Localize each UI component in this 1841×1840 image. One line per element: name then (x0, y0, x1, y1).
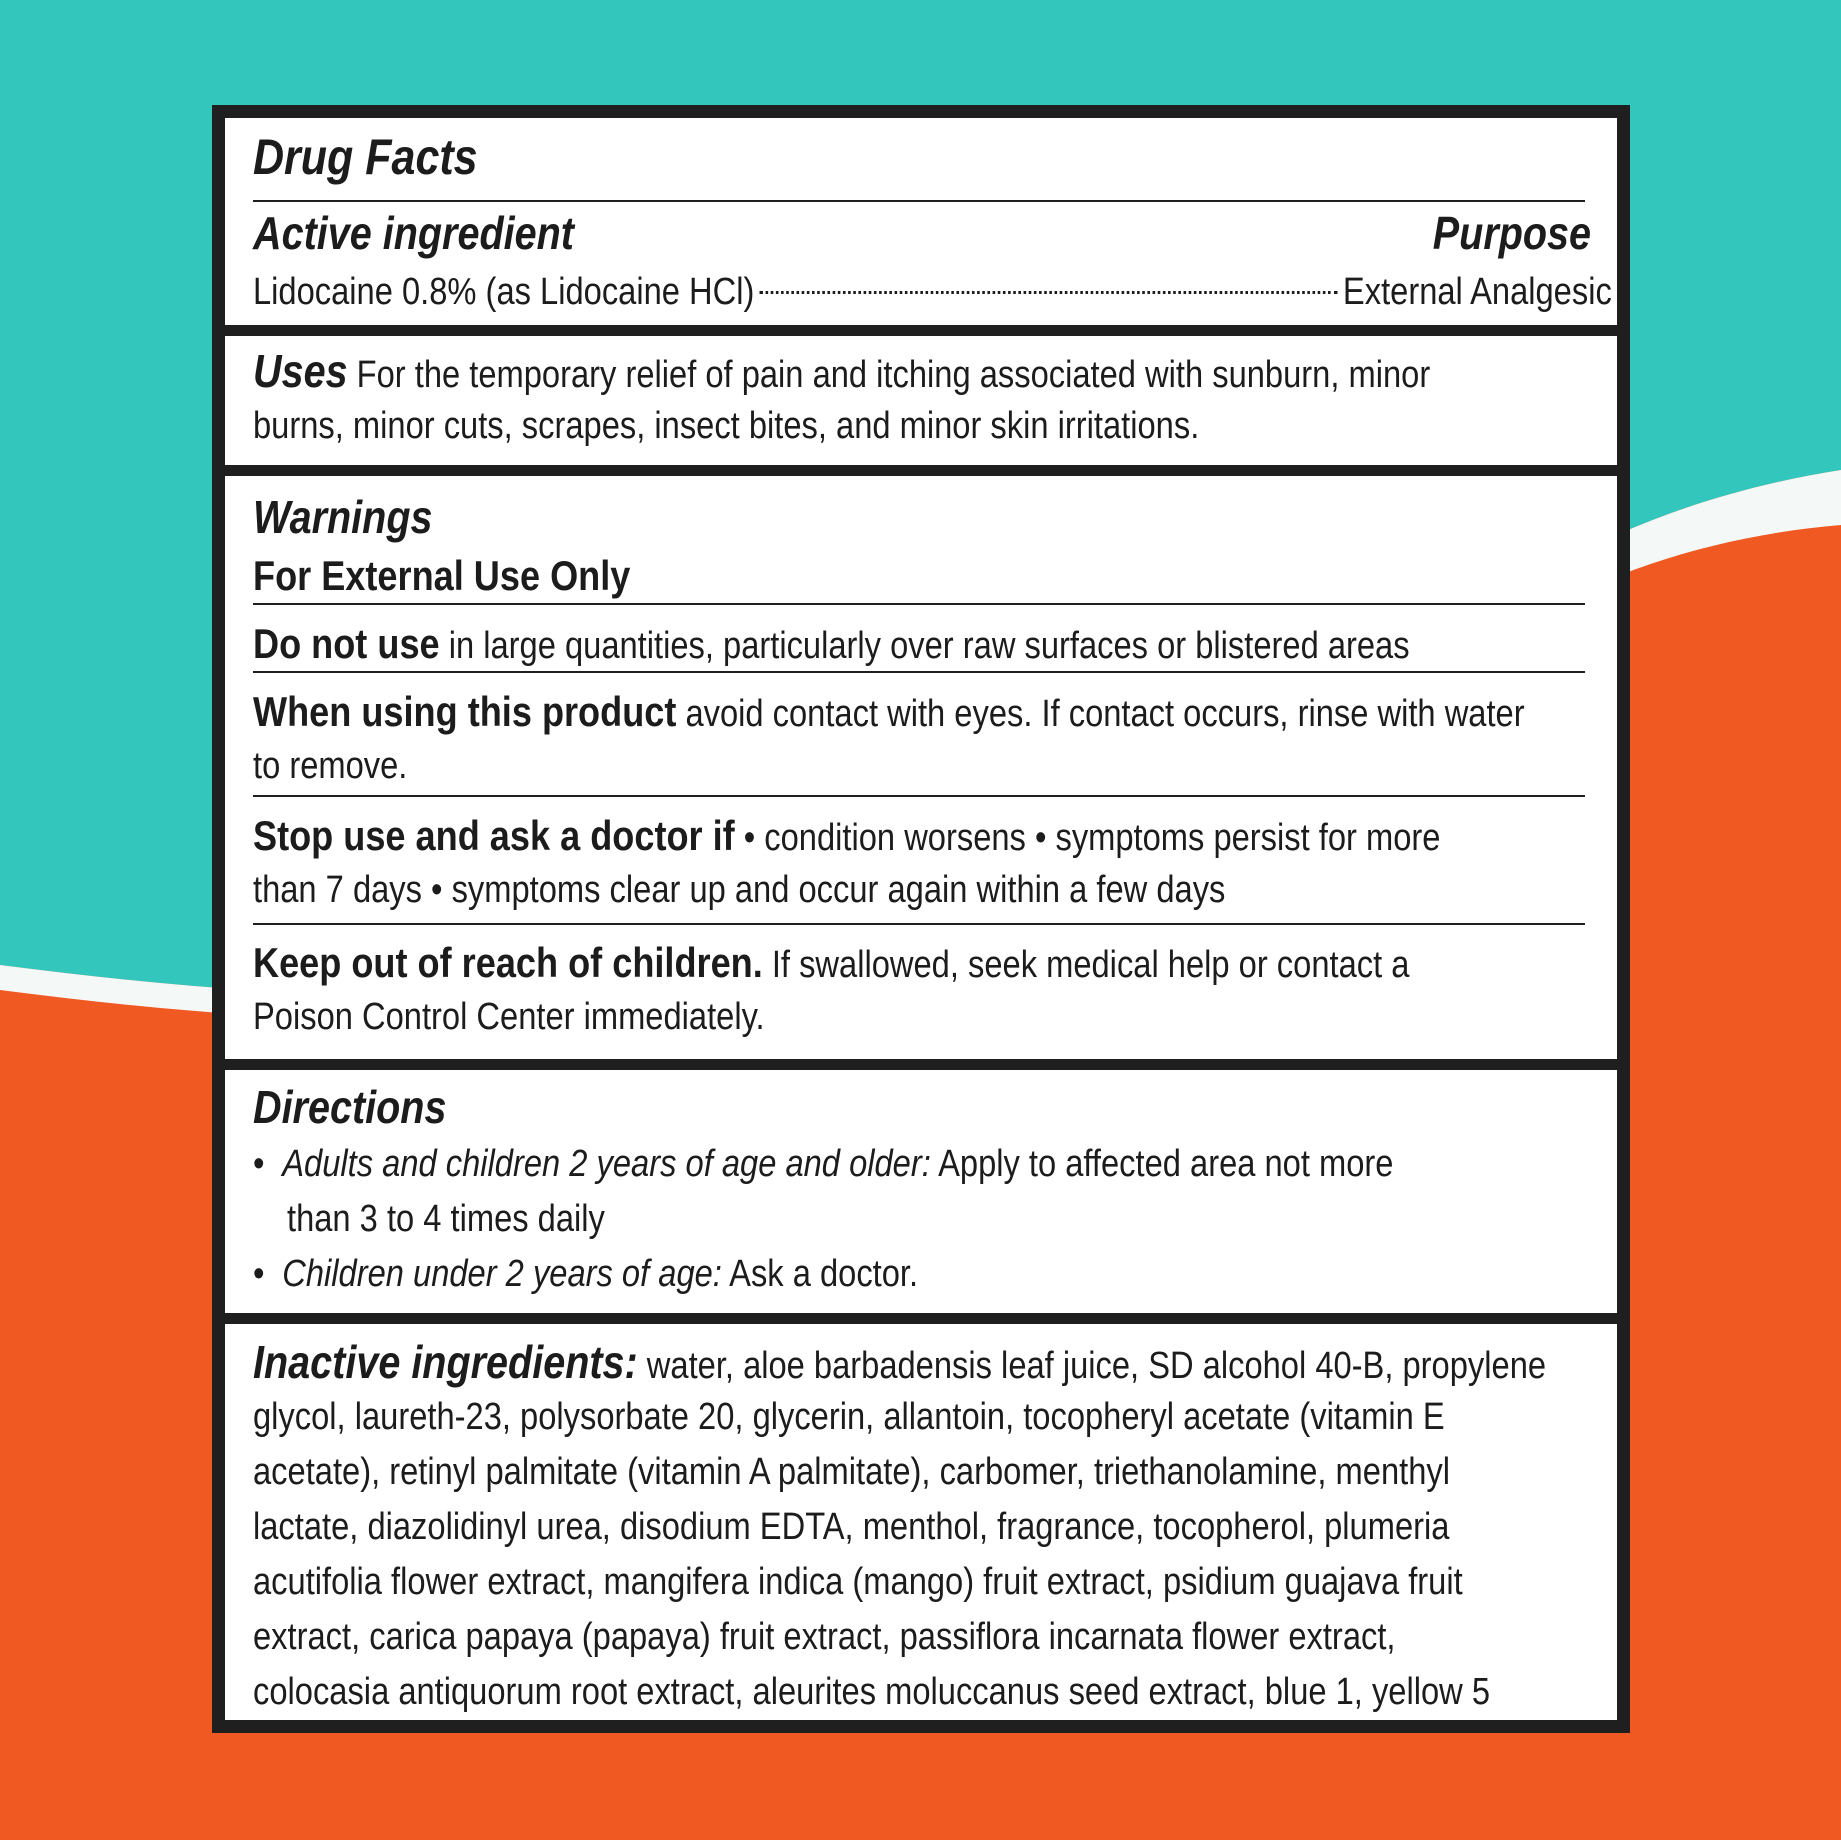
inactive-line-4: lactate, diazolidinyl urea, disodium EDTA, menthol, fragrance, tocopherol, plumeria (253, 1506, 1450, 1548)
inactive-line-1: Inactive ingredients: water, aloe barbadensis leaf juice, SD alcohol 40-B, propylene (253, 1336, 1547, 1388)
drug-facts-panel (212, 105, 1630, 1733)
section-separator (225, 1059, 1617, 1070)
when-using-line-2: to remove. (253, 745, 408, 787)
active-ingredient-row (253, 265, 1612, 320)
section-separator (225, 325, 1617, 336)
divider-do-not-use (253, 671, 1585, 673)
divider-warnings (253, 603, 1585, 605)
bullet-icon: • (253, 1143, 265, 1185)
divider-when-using (253, 795, 1585, 797)
directions-item-1: • Adults and children 2 years of age and older: Apply to affected area not more (253, 1137, 1612, 1192)
uses-line-1 (253, 344, 1612, 403)
divider-title (253, 200, 1585, 202)
inactive-line-7: colocasia antiquorum root extract, aleurites moluccanus seed extract, blue 1, yellow 5 (253, 1671, 1491, 1713)
bullet-icon: • (253, 1253, 265, 1295)
active-ingredient-purpose: External Analgesic (1342, 271, 1612, 313)
drug-facts-title: Drug Facts (253, 129, 478, 185)
purpose-heading: Purpose (1432, 207, 1591, 259)
uses-heading: Uses (253, 345, 348, 397)
active-ingredient-name: Lidocaine 0.8% (as Lidocaine HCl) (253, 271, 755, 313)
uses-text: For the temporary relief of pain and itching associated with sunburn, minor (356, 354, 1431, 396)
uses-line-2: burns, minor cuts, scrapes, insect bites, and minor skin irritations. (253, 405, 1200, 447)
section-separator (225, 1313, 1617, 1324)
inactive-line-5: acutifolia flower extract, mangifera indica (mango) fruit extract, psidium guajava fruit (253, 1561, 1463, 1603)
stop-use-line-1: Stop use and ask a doctor if • condition worsens • symptoms persist for more (253, 812, 1441, 859)
external-use-only: For External Use Only (253, 552, 631, 599)
inactive-heading: Inactive ingredients: (253, 1336, 638, 1388)
inactive-line-3: acetate), retinyl palmitate (vitamin A palmitate), carbomer, triethanolamine, menthyl (253, 1451, 1450, 1493)
directions-item-1-line-2: than 3 to 4 times daily (287, 1198, 605, 1240)
section-separator (225, 465, 1617, 476)
inactive-line-6: extract, carica papaya (papaya) fruit extract, passiflora incarnata flower extract, (253, 1616, 1396, 1658)
keep-out-line-1: Keep out of reach of children. If swallowed, seek medical help or contact a (253, 939, 1410, 986)
warnings-heading: Warnings (253, 491, 433, 543)
do-not-use: Do not use in large quantities, particularly over raw surfaces or blistered areas (253, 620, 1410, 667)
active-ingredient-heading: Active ingredient (253, 207, 574, 259)
directions-item-2: • Children under 2 years of age: Ask a doctor. (253, 1247, 1612, 1302)
directions-heading: Directions (253, 1081, 447, 1133)
dot-leader (760, 291, 1338, 294)
divider-stop-use (253, 923, 1585, 925)
inactive-line-2: glycol, laureth-23, polysorbate 20, glycerin, allantoin, tocopheryl acetate (vitamin E (253, 1396, 1445, 1438)
when-using-line-1: When using this product avoid contact with eyes. If contact occurs, rinse with water (253, 688, 1525, 735)
keep-out-line-2: Poison Control Center immediately. (253, 996, 765, 1038)
stop-use-line-2: than 7 days • symptoms clear up and occur again within a few days (253, 869, 1226, 911)
